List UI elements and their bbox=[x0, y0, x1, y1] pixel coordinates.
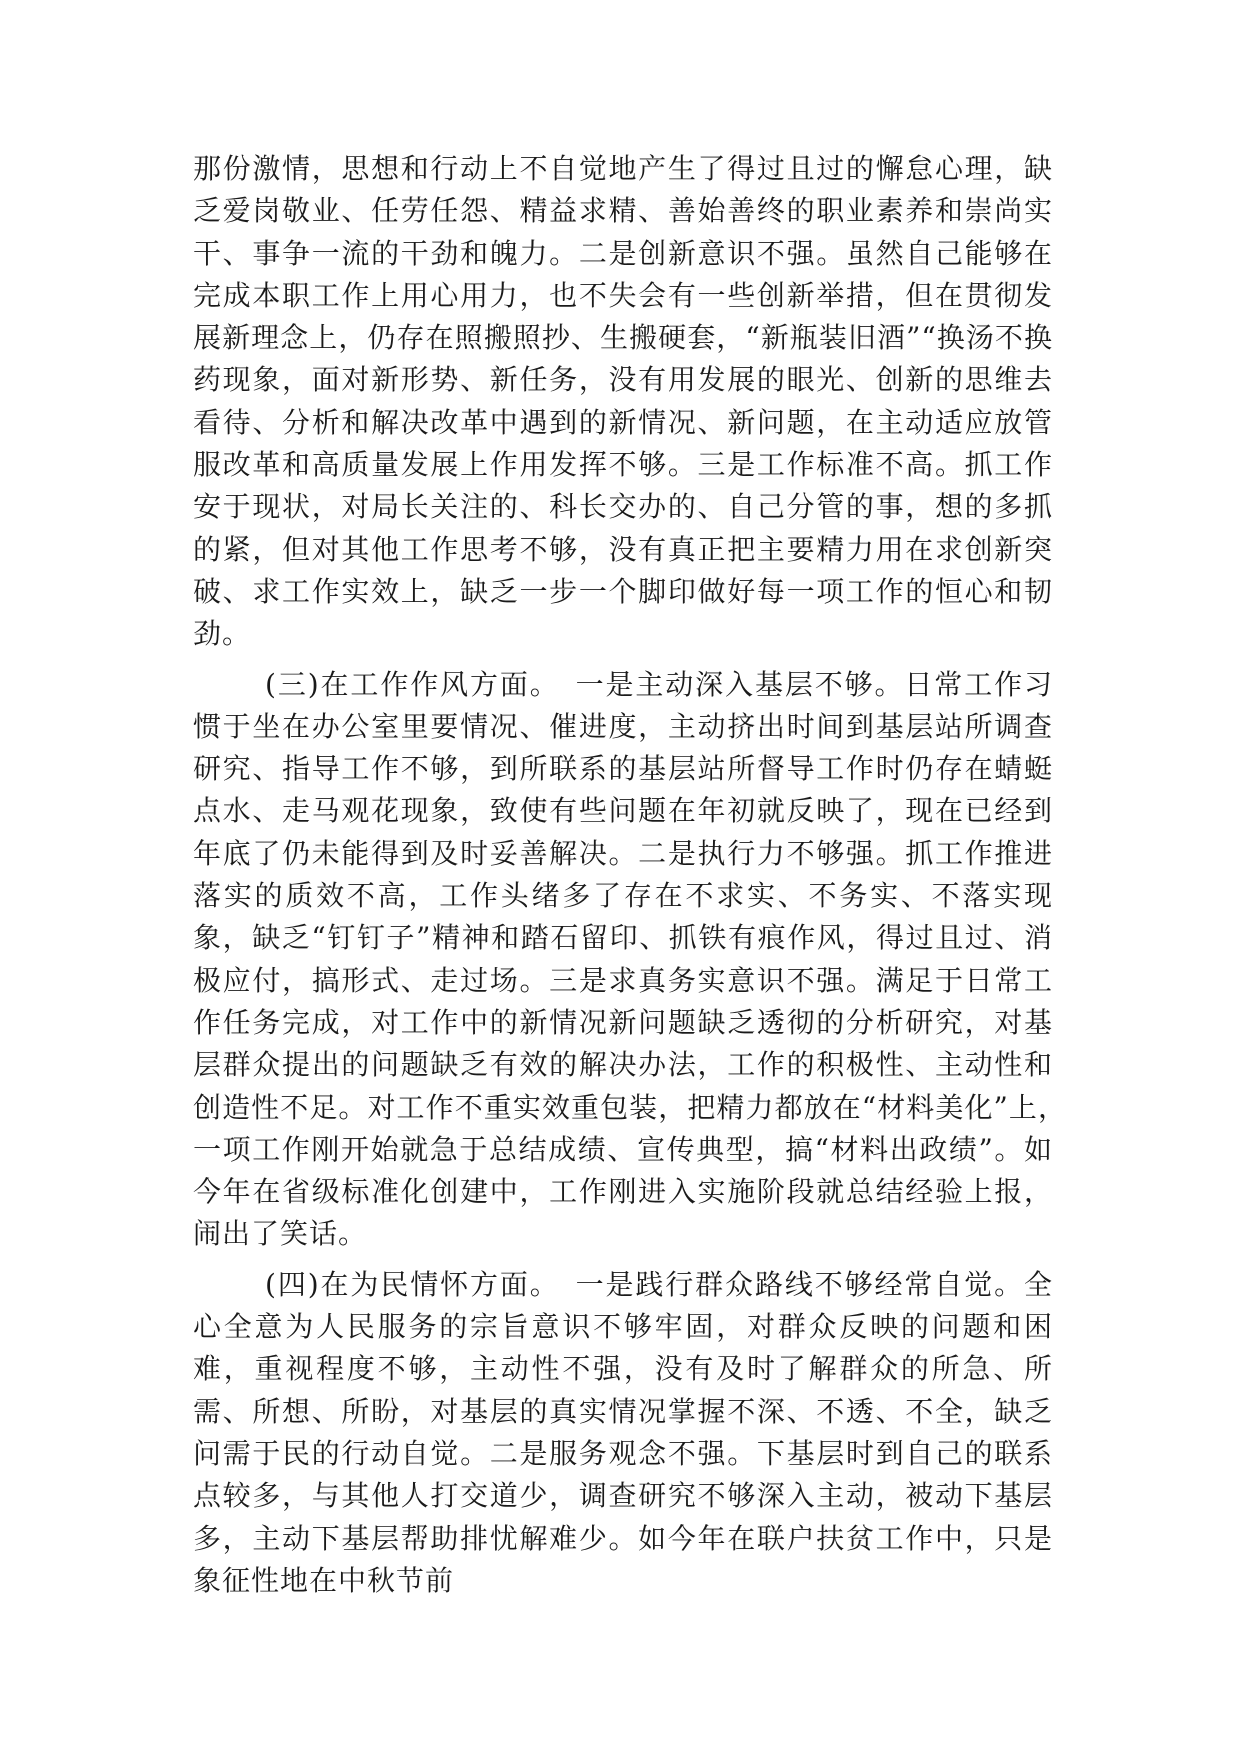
paragraph-work-standards: 那份激情，思想和行动上不自觉地产生了得过且过的懈怠心理，缺乏爱岗敬业、任劳任怨、精益求精、善始善终的职业素养和崇尚实干、事争一流的干劲和魄力。二是创新意识不强。虽然自己能够在完成本职工作上用心用力，也不失会有一些创新举措，但在贯彻发展新理念上，仍存在照搬照抄、生搬硬套，“新瓶装旧酒”“换汤不换药现象，面对新形势、新任务，没有用发展的眼光、创新的思维去看待、分析和解决改革中遇到的新情况、新问题，在主动适应放管服改革和高质量发展上作用发挥不够。三是工作标准不高。抓工作安于现状，对局长关注的、科长交办的、自己分管的事，想的多抓的紧，但对其他工作思考不够，没有真正把主要精力用在求创新突破、求工作实效上，缺乏一步一个脚印做好每一项工作的恒心和韧劲。 bbox=[193, 152, 1053, 651]
paragraph-people-sentiment: (四)在为民情怀方面。 一是践行群众路线不够经常自觉。全心全意为人民服务的宗旨意识不够牢固，对群众反映的问题和困难，重视程度不够，主动性不强，没有及时了解群众的所急、所需、所想、所盼，对基层的真实情况掌握不深、不透、不全，缺乏问需于民的行动自觉。二是服务观念不强。下基层时到自己的联系点较多，与其他人打交道少，调查研究不够深入主动，被动下基层多，主动下基层帮助排忧解难少。如今年在联户扶贫工作中，只是象征性地在中秋节前 bbox=[193, 1267, 1053, 1597]
paragraph-work-style: (三)在工作作风方面。 一是主动深入基层不够。日常工作习惯于坐在办公室里要情况、催进度，主动挤出时间到基层站所调查研究、指导工作不够，到所联系的基层站所督导工作时仍存在蜻蜓点水、走马观花现象，致使有些问题在年初就反映了，现在已经到年底了仍未能得到及时妥善解决。二是执行力不够强。抓工作推进落实的质效不高，工作头绪多了存在不求实、不务实、不落实现象，缺乏“钉钉子”精神和踏石留印、抓铁有痕作风，得过且过、消极应付，搞形式、走过场。三是求真务实意识不强。满足于日常工作任务完成，对工作中的新情况新问题缺乏透彻的分析研究，对基层群众提出的问题缺乏有效的解决办法，工作的积极性、主动性和创造性不足。对工作不重实效重包装，把精力都放在“材料美化”上， 一项工作刚开始就急于总结成绩、宣传典型，搞“材料出政绩”。如今年在省级标准化创建中，工作刚进入实施阶段就总结经验上报，闹出了笑话。 bbox=[193, 667, 1083, 1251]
body-text bbox=[193, 148, 1083, 1602]
